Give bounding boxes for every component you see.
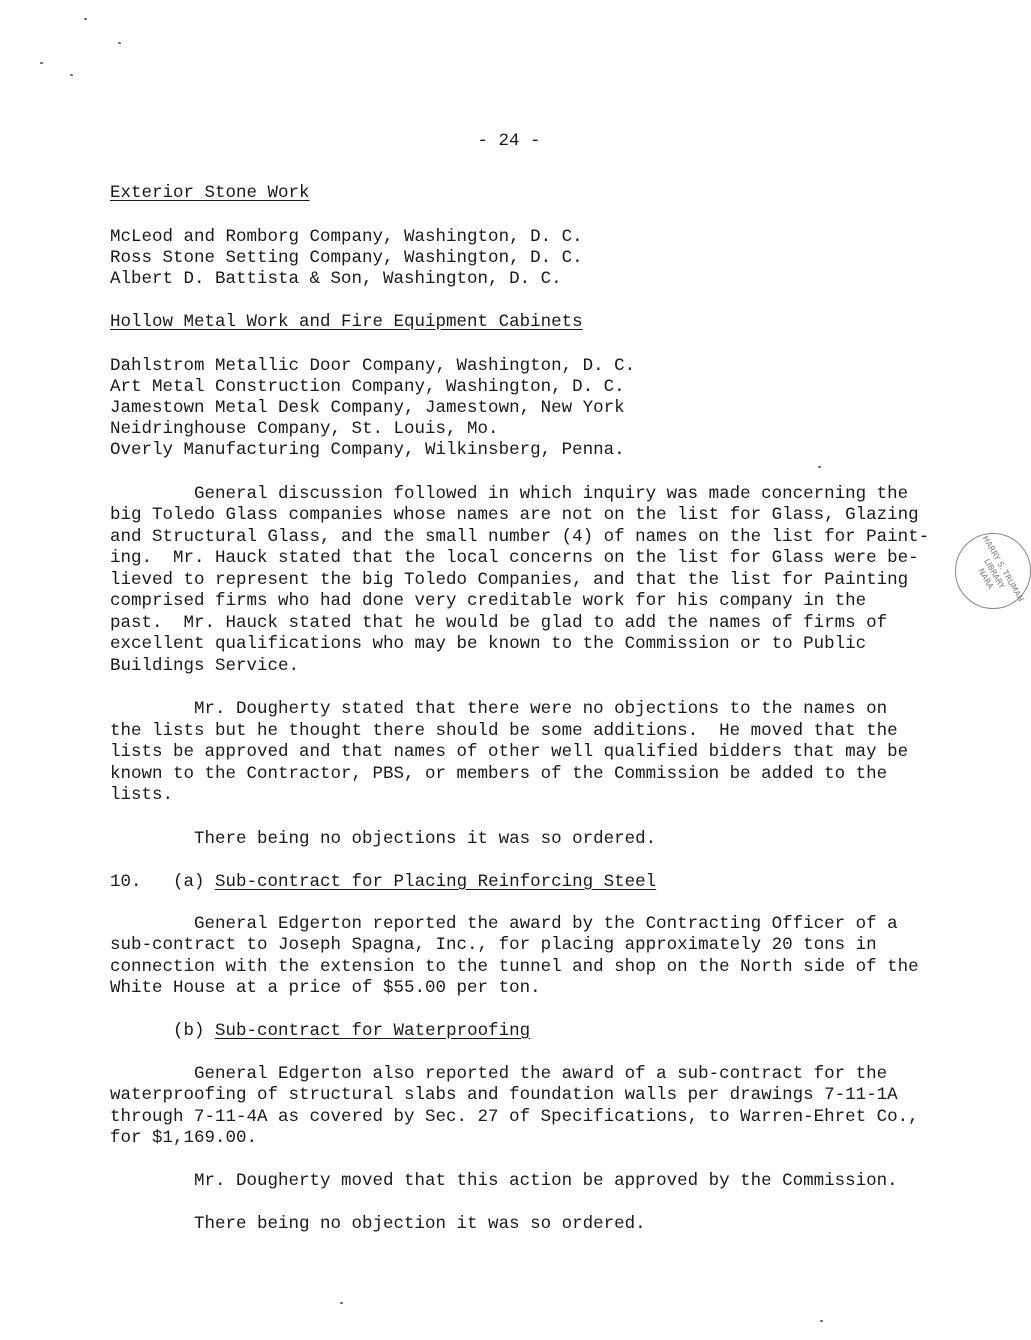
paragraph-line: the lists but he thought there should be some additions. He moved that the (110, 721, 898, 741)
paragraph-line: big Toledo Glass companies whose names are not on the list for Glass, Glazing (110, 505, 919, 525)
scan-speck (84, 18, 87, 20)
paragraph-line: excellent qualifications who may be known to the Commission or to Public (110, 634, 867, 654)
item-10b (110, 1021, 530, 1042)
paragraph-line: connection with the extension to the tunnel and shop on the North side of the (110, 957, 919, 977)
item-10a-heading: Sub-contract for Placing Reinforcing Steel (215, 872, 657, 892)
scan-speck (118, 42, 121, 44)
scan-speck (820, 1320, 823, 1322)
paragraph-line: through 7-11-4A as covered by Sec. 27 of Specifications, to Warren-Ehret Co., (110, 1107, 919, 1127)
paragraph-line: comprised firms who had done very creditable work for his company in the (110, 591, 867, 611)
paragraph-line: Buildings Service. (110, 656, 300, 676)
list-item: McLeod and Romborg Company, Washington, D. C. (110, 227, 583, 247)
item-label: (b) (110, 1021, 216, 1041)
section-heading-hollow-metal: Hollow Metal Work and Fire Equipment Cabinets (110, 312, 583, 332)
library-stamp-icon (955, 533, 1031, 609)
item-10a (110, 872, 656, 893)
paragraph-line: and Structural Glass, and the small number (4) of names on the list for Paint- (110, 527, 930, 547)
scan-speck (70, 74, 73, 76)
paragraph-line: known to the Contractor, PBS, or members of the Commission be added to the (110, 764, 888, 784)
list-item: Neidringhouse Company, St. Louis, Mo. (110, 419, 499, 439)
paragraph-line: General discussion followed in which inquiry was made concerning the (110, 484, 909, 504)
paragraph-line: sub-contract to Joseph Spagna, Inc., for placing approximately 20 tons in (110, 935, 877, 955)
paragraph-line: There being no objections it was so ordered. (110, 829, 657, 849)
list-item: Overly Manufacturing Company, Wilkinsberg, Penna. (110, 440, 625, 460)
page-number: - 24 - (477, 131, 541, 151)
list-item: Dahlstrom Metallic Door Company, Washington, D. C. (110, 356, 636, 376)
paragraph-line: lieved to represent the big Toledo Companies, and that the list for Painting (110, 570, 909, 590)
paragraph-line: There being no objection it was so ordered. (110, 1214, 646, 1234)
scan-speck (818, 466, 821, 468)
paragraph-line: Mr. Dougherty stated that there were no objections to the names on (110, 699, 888, 719)
list-item: Jamestown Metal Desk Company, Jamestown, New York (110, 398, 625, 418)
scan-speck (40, 62, 43, 64)
paragraph-line: General Edgerton also reported the award of a sub-contract for the (110, 1064, 888, 1084)
paragraph-line: lists be approved and that names of other well qualified bidders that may be (110, 742, 909, 762)
paragraph-line: for $1,169.00. (110, 1128, 258, 1148)
paragraph-line: past. Mr. Hauck stated that he would be glad to add the names of firms of (110, 613, 888, 633)
paragraph-line: Mr. Dougherty moved that this action be approved by the Commission. (110, 1171, 898, 1191)
paragraph-line: ing. Mr. Hauck stated that the local concerns on the list for Glass were be- (110, 548, 919, 568)
paragraph-line: General Edgerton reported the award by the Contracting Officer of a (110, 914, 898, 934)
list-item: Ross Stone Setting Company, Washington, D. C. (110, 248, 583, 268)
paragraph-line: White House at a price of $55.00 per ton. (110, 978, 541, 998)
section-heading-exterior-stone: Exterior Stone Work (110, 183, 310, 203)
item-number: 10. (a) (110, 872, 216, 892)
paragraph-line: waterproofing of structural slabs and foundation walls per drawings 7-11-1A (110, 1085, 898, 1105)
item-10b-heading: Sub-contract for Waterproofing (215, 1021, 531, 1041)
paragraph-line: lists. (110, 785, 174, 805)
list-item: Art Metal Construction Company, Washington, D. C. (110, 377, 625, 397)
stamp-text: HARRY S. TRUMAN LIBRARY NARA (976, 534, 1026, 604)
list-item: Albert D. Battista & Son, Washington, D. C. (110, 269, 562, 289)
scan-speck (340, 1302, 343, 1304)
